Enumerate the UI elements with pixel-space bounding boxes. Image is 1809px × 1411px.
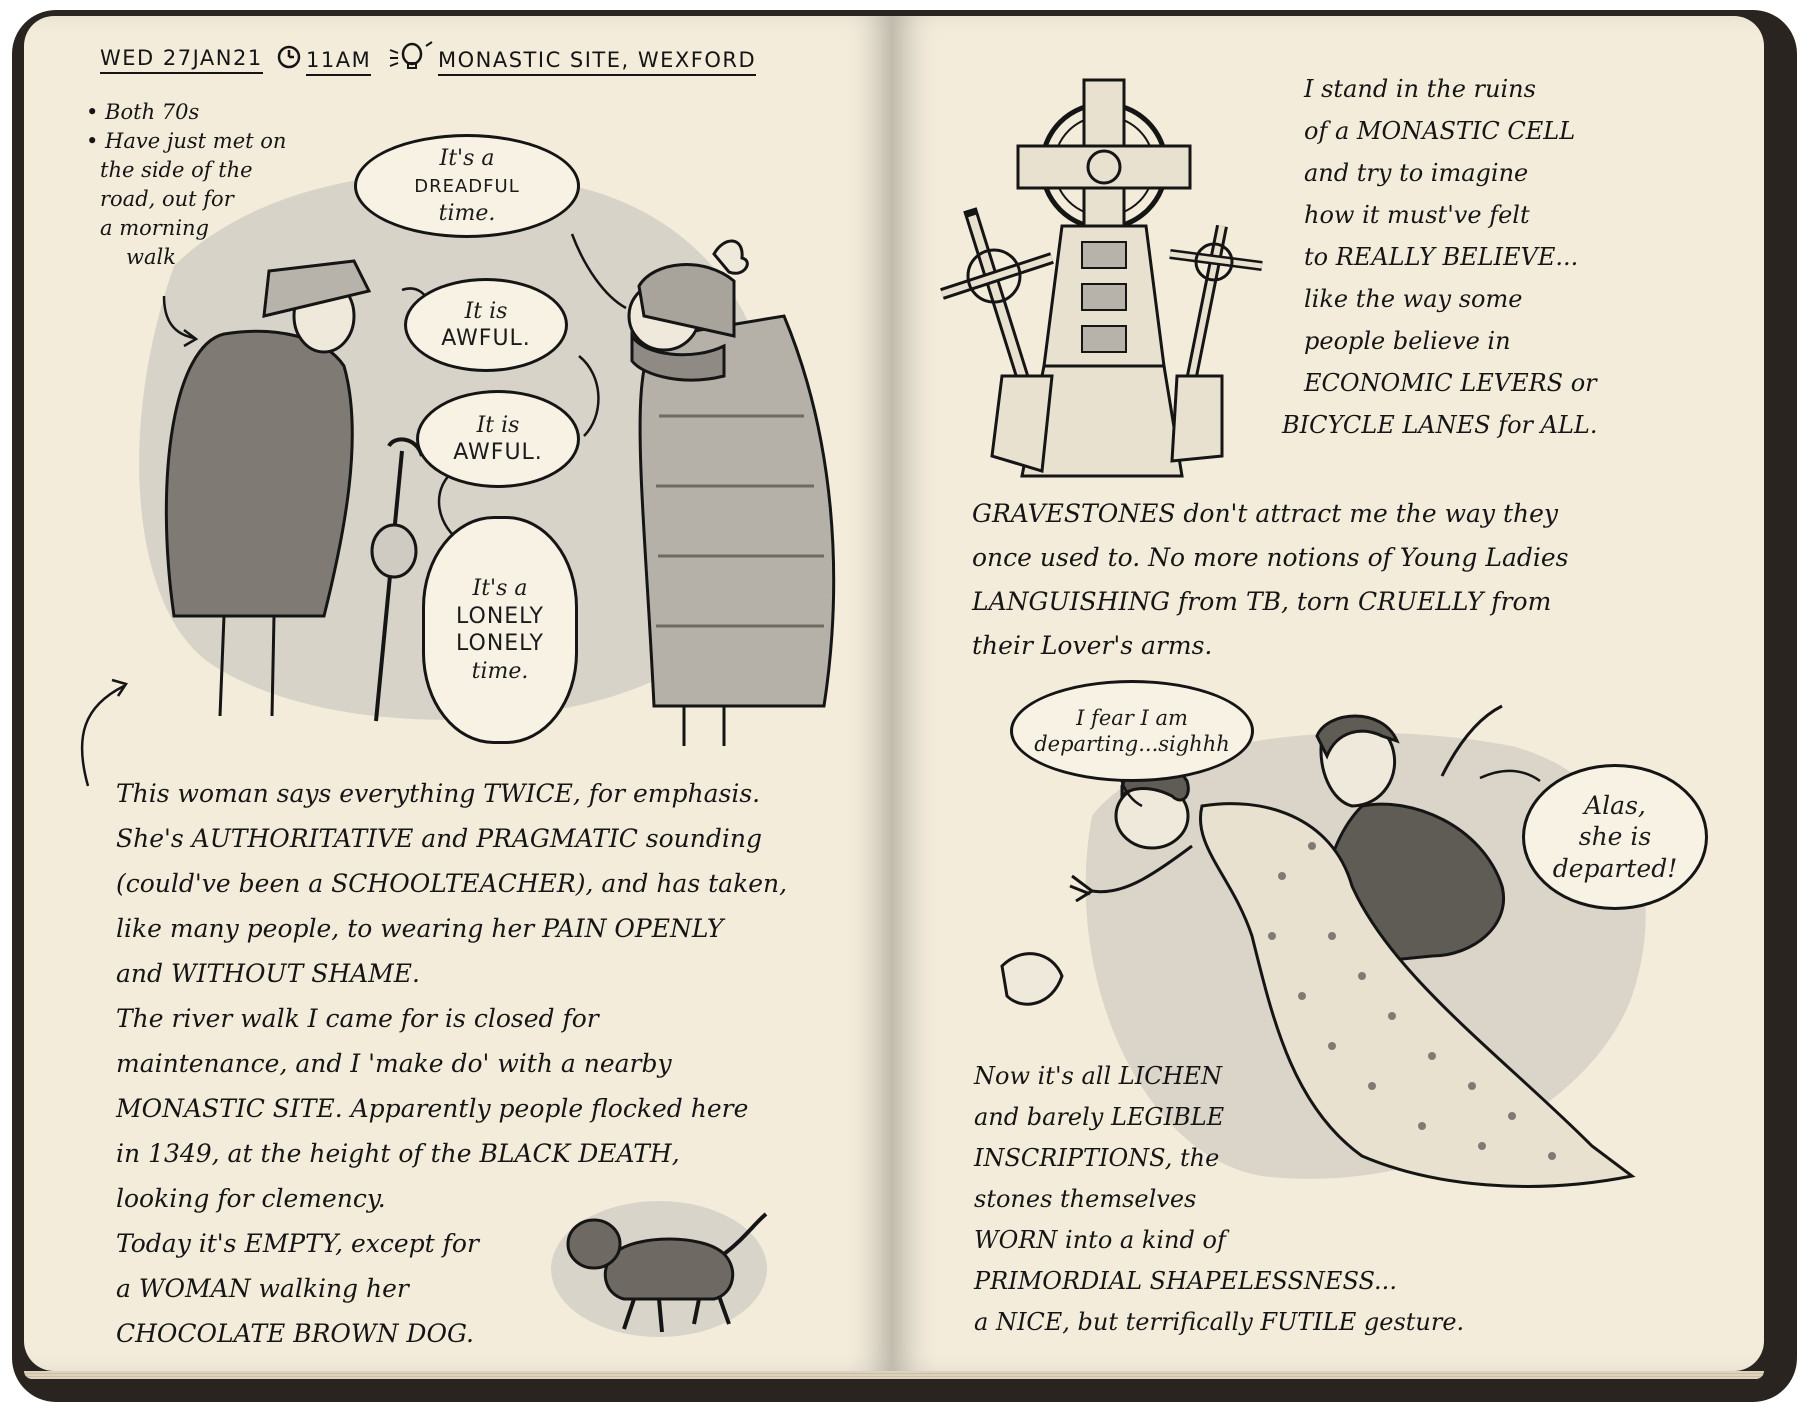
speech-bubble-awful-1 [404,278,568,372]
right-bottom-text [974,1056,1464,1343]
body-line: INSCRIPTIONS, the [974,1144,1220,1172]
left-page [24,16,892,1371]
body-line: and barely LEGIBLE [974,1103,1225,1131]
bubble-line: time. [438,200,496,226]
bubble-line: LONELY [456,603,544,629]
bubble-line: It is [476,412,520,438]
note-line: the side of the [100,158,253,182]
body-line: PRIMORDIAL SHAPELESSNESS... [974,1267,1397,1295]
dog-illustration [544,1184,774,1344]
right-page [892,16,1764,1371]
speech-bubble-departing [1010,680,1254,782]
bubble-line: Alas, [1584,791,1646,821]
bubble-line: departed! [1552,853,1678,883]
body-line: This woman says everything TWICE, for emphasis. [116,779,761,808]
body-line: people believe in [1304,327,1511,355]
bubble-line: LONELY [456,631,544,656]
body-line: Now it's all LICHEN [974,1062,1223,1090]
right-mid-text [972,492,1732,668]
body-line: like the way some [1304,285,1523,313]
bubble-line: time. [471,658,529,684]
body-line: and try to imagine [1304,159,1529,187]
body-line: stones themselves [974,1185,1197,1213]
body-line: MONASTIC SITE. Apparently people flocked here [116,1094,749,1123]
body-line: CHOCOLATE BROWN DOG. [116,1319,474,1348]
body-line: Today it's EMPTY, except for [116,1229,479,1258]
bubble-line: DREADFUL [414,176,520,198]
note-line: • Both 70s [86,100,200,124]
bubble-line: AWFUL. [441,326,531,351]
speech-bubble-lonely [422,516,578,744]
note-line: walk [126,245,176,269]
bubble-line: It's a [472,576,528,601]
body-line: how it must've felt [1304,201,1530,229]
body-line: looking for clemency. [116,1184,386,1213]
header-time: 11AM [306,48,371,76]
header-location: MONASTIC SITE, WEXFORD [438,48,756,76]
page-edges [24,1371,1764,1379]
body-line: once used to. No more notions of Young Ladies [972,543,1569,572]
body-line: maintenance, and I 'make do' with a nearby [116,1049,672,1078]
header-date: WED 27JAN21 [100,46,263,74]
body-line: LANGUISHING from TB, torn CRUELLY from [972,587,1552,616]
body-line: and WITHOUT SHAME. [116,959,420,988]
body-line: BICYCLE LANES for ALL. [1282,411,1598,439]
bubble-line: It is [464,298,508,324]
body-line: a WOMAN walking her [116,1274,409,1303]
body-line: ECONOMIC LEVERS or [1304,369,1597,397]
body-line: like many people, to wearing her PAIN OPENLY [116,914,724,943]
body-line: The river walk I came for is closed for [116,1004,599,1033]
speech-bubble-alas [1522,764,1708,910]
right-top-text [1282,68,1598,446]
body-line: GRAVESTONES don't attract me the way they [972,499,1559,528]
celtic-crosses-illustration [932,76,1262,476]
note-line: a morning [100,216,209,240]
bubble-line: AWFUL. [453,440,543,465]
bubble-line: she is [1578,822,1652,852]
body-line: She's AUTHORITATIVE and PRAGMATIC sounding [116,824,762,853]
speech-bubble-dreadful [354,134,580,238]
body-line: of a MONASTIC CELL [1304,117,1576,145]
body-line: I stand in the ruins [1304,75,1536,103]
body-line: their Lover's arms. [972,631,1213,660]
bubble-line: I fear I am [1076,705,1188,730]
body-line: (could've been a SCHOOLTEACHER), and has taken, [116,869,788,898]
body-line: to REALLY BELIEVE... [1304,243,1579,271]
bubble-line: departing...sighhh [1034,732,1230,756]
bubble-line: It's a [439,145,495,171]
body-line: a NICE, but terrifically FUTILE gesture. [974,1308,1465,1336]
body-line: WORN into a kind of [974,1226,1226,1254]
note-line: • Have just met on [86,129,287,153]
body-line: in 1349, at the height of the BLACK DEATH, [116,1139,680,1168]
speech-bubble-awful-2 [416,390,580,488]
note-line: road, out for [100,187,234,211]
